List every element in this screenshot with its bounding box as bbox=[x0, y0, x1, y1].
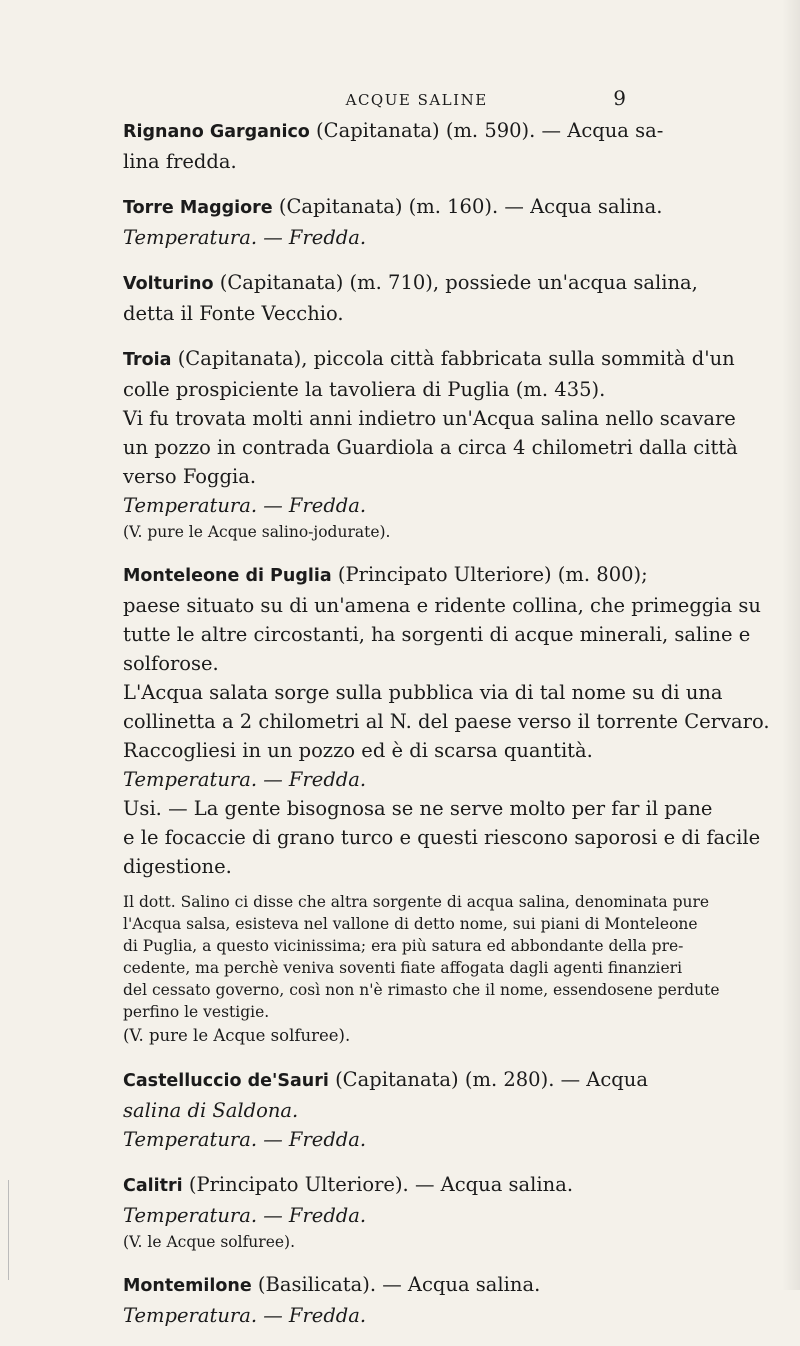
entry-name: Monteleone di Puglia bbox=[123, 566, 332, 586]
binding-mark bbox=[8, 1180, 9, 1280]
entry-line: L'Acqua salata sorge sulla pubblica via di tal nome su di una bbox=[123, 681, 723, 704]
entry-name: Rignano Garganico bbox=[123, 122, 310, 142]
entry-montemilone bbox=[123, 1270, 629, 1330]
entry-line: (Capitanata), piccola città fabbricata sulla sommità d'un bbox=[177, 347, 735, 370]
entry-name: Volturino bbox=[123, 274, 214, 294]
entry-line: (Principato Ulteriore). — Acqua salina. bbox=[188, 1173, 574, 1196]
entry-line: detta il Fonte Vecchio. bbox=[123, 302, 344, 325]
entry-line: collinetta a 2 chilometri al N. del paese verso il torrente Cervaro. bbox=[123, 710, 770, 733]
running-head: ACQUE SALINE bbox=[345, 91, 488, 109]
entry-line: (Capitanata) (m. 280). — Acqua bbox=[335, 1068, 648, 1091]
entry-line: paese situato su di un'amena e ridente collina, che primeggia su bbox=[123, 594, 761, 617]
entry-line: Temperatura. — Fredda. bbox=[123, 768, 367, 791]
entry-line: Temperatura. — Fredda. bbox=[123, 494, 367, 517]
entry-line: (Capitanata) (m. 160). — Acqua salina. bbox=[278, 195, 663, 218]
entry-line: digestione. bbox=[123, 855, 232, 878]
entry-volturino bbox=[123, 268, 698, 328]
entry-name: Montemilone bbox=[123, 1276, 252, 1296]
footnote-salino bbox=[123, 891, 720, 1049]
entry-line: (Capitanata) (m. 590). — Acqua sa- bbox=[316, 119, 664, 142]
cross-reference: (V. pure le Acque salino-jodurate). bbox=[123, 523, 391, 541]
entry-name: Torre Maggiore bbox=[123, 198, 273, 218]
entry-monteleone-di-puglia bbox=[123, 560, 770, 881]
entry-name: Castelluccio de'Sauri bbox=[123, 1071, 329, 1091]
entry-line: (Principato Ulteriore) (m. 800); bbox=[337, 563, 648, 586]
page-body bbox=[123, 116, 770, 1346]
entry-rignano-garganico bbox=[123, 116, 664, 176]
note-line: Il dott. Salino ci disse che altra sorgente di acqua salina, denominata pure bbox=[123, 893, 710, 911]
entry-line: Temperatura. — Fredda. bbox=[123, 226, 367, 249]
page-number: 9 bbox=[613, 86, 626, 110]
entry-line: salina di Saldona. bbox=[123, 1099, 299, 1122]
page-header bbox=[120, 86, 626, 110]
entry-torre-maggiore bbox=[123, 192, 663, 252]
entry-line: tutte le altre circostanti, ha sorgenti di acque minerali, saline e bbox=[123, 623, 751, 646]
cross-reference: (V. le Acque solfuree). bbox=[123, 1233, 296, 1251]
entry-calitri bbox=[123, 1170, 629, 1254]
entry-line: (Basilicata). — Acqua salina. bbox=[257, 1273, 541, 1296]
entry-line: un pozzo in contrada Guardiola a circa 4 chilometri dalla città bbox=[123, 436, 738, 459]
entry-troia bbox=[123, 344, 738, 544]
note-line: l'Acqua salsa, esisteva nel vallone di detto nome, sui piani di Monteleone bbox=[123, 915, 698, 933]
entry-line: solforose. bbox=[123, 652, 219, 675]
entry-line: Temperatura. — Fredda. bbox=[123, 1128, 367, 1151]
entry-name: Calitri bbox=[123, 1176, 183, 1196]
entry-line: (Capitanata) (m. 710), possiede un'acqua salina, bbox=[219, 271, 698, 294]
entry-line: Temperatura. — Fredda. bbox=[123, 1204, 367, 1227]
entry-name: Troia bbox=[123, 350, 172, 370]
entry-line: Raccogliesi in un pozzo ed è di scarsa quantità. bbox=[123, 739, 593, 762]
entry-line: e le focaccie di grano turco e questi riescono saporosi e di facile bbox=[123, 826, 761, 849]
entry-line: Usi. — La gente bisognosa se ne serve molto per far il pane bbox=[123, 797, 713, 820]
note-line: di Puglia, a questo vicinissima; era più satura ed abbondante della pre- bbox=[123, 937, 684, 955]
entry-line: lina fredda. bbox=[123, 150, 237, 173]
entry-line: Temperatura. — Fredda. bbox=[123, 1304, 367, 1327]
entry-line: verso Foggia. bbox=[123, 465, 257, 488]
cross-reference: (V. pure le Acque solfuree). bbox=[123, 1026, 351, 1045]
page-edge-shadow bbox=[782, 0, 800, 1290]
entry-castelluccio-de-sauri bbox=[123, 1065, 648, 1154]
note-line: perfino le vestigie. bbox=[123, 1003, 270, 1021]
entry-line: Vi fu trovata molti anni indietro un'Acqua salina nello scavare bbox=[123, 407, 736, 430]
entry-line: colle prospiciente la tavoliera di Puglia (m. 435). bbox=[123, 378, 606, 401]
note-line: cedente, ma perchè veniva soventi fiate affogata dagli agenti finanzieri bbox=[123, 959, 683, 977]
note-line: del cessato governo, così non n'è rimasto che il nome, essendosene perdute bbox=[123, 981, 720, 999]
